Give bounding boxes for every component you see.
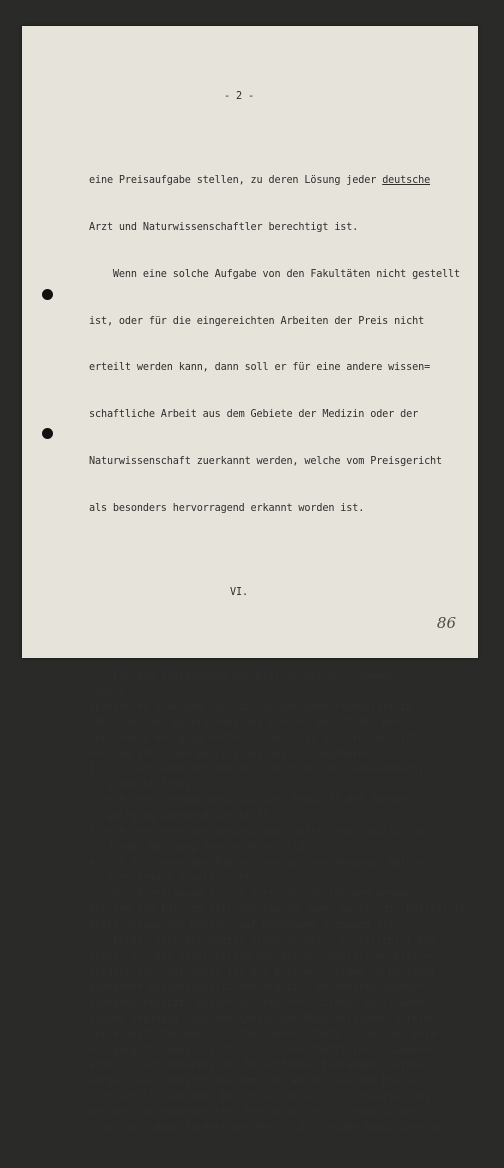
typewritten-text xyxy=(89,58,477,1168)
section-heading: VI. xyxy=(230,586,248,598)
text-line: Naturwissenschaft zuerkannt werden, welche vom Preisgericht xyxy=(89,455,443,467)
document-page xyxy=(22,26,478,1134)
text-line: Stellen von Fall zu Fall überlassen, wenn an sie die befristete xyxy=(89,904,466,916)
text-line: rufen, welcher hinsichtlich der Art der gestellten Preis= xyxy=(89,951,431,963)
text-line: schen Stiftung, xyxy=(89,779,197,791)
handwritten-page-mark: 86 xyxy=(436,614,456,632)
text-line: Wenn eine solche Aufgabe von den Fakultäten nicht gestellt xyxy=(89,268,460,280)
text-line: der bei ihm eingereichten Preisarbeiten . Liegen solche xyxy=(89,1107,419,1119)
underlined-word: deutsche xyxy=(382,175,431,187)
text-line: Die Bezeichnung dieser Vertreter bleibt den genannten xyxy=(89,888,431,900)
text-line: als besonders hervorragend erkannt worden ist. xyxy=(89,502,365,514)
text-line: Für die Zuerkennung des Preises gelten folgende xyxy=(89,670,395,682)
text-line: arbeit- nach Anhörung der betreffenden Führungen- berufen xyxy=(89,1060,431,1072)
text-line: eine Preisaufgabe stellen, zu deren Lösung jeder deutsche xyxy=(89,175,431,187)
text-line: einigung für medizinisch-naturwissenschaftliche Zusammen= xyxy=(89,1044,431,1056)
text-line: erteilt werden kann, dann soll er für eine andere wissen= xyxy=(89,362,431,374)
text-line: Spätestens 2 Wochen vor Schluss des Sommersemesters im xyxy=(89,701,413,713)
text-line: Wolfgang Goethe-Universität, xyxy=(89,810,275,822)
text-line: 2. ein Vertröterder medizinischen Fakultät der Johann xyxy=(89,795,407,807)
text-line: der Johann Wolfgang Goethe-Univeristät das Preisgericht, xyxy=(89,732,425,744)
punch-hole xyxy=(42,428,53,439)
text-line: richterkollegium zwei Berichterstatter zur Vorbeurteilung xyxy=(89,1091,431,1103)
text-line: welchem unter dem Vorsitz des Rektors angehören: xyxy=(89,748,377,760)
text-line: forschenden Gesellschaft. xyxy=(89,873,257,885)
text-line: aufgabe,oder der sonst für die Preisverteilung in Betracht xyxy=(89,966,437,978)
text-block xyxy=(89,669,477,1137)
text-line: nicht vor, dann fordert der Rektor die beiden Fakultäten auf, xyxy=(89,1122,454,1134)
text-line: irgend angängig, aus dem Kreise des Physikalischen Vereins, xyxy=(89,1013,443,1025)
text-line: 3. ein Vertreter der naturwissenschaftlichen Fakultät der xyxy=(89,826,431,838)
text-line: Jahre vor der Zusprechung des Preises beruft der Rektor xyxy=(89,717,419,729)
text-line: gezogenen wissenschaftlichen Arbeiten besonderes Sachver= xyxy=(89,982,431,994)
punch-hole xyxy=(42,289,53,300)
text-line: Arzt und Naturwissenschaftler berechtigt ist. xyxy=(89,221,359,233)
text-line: Ferner soll der Rektor einen sechsten Preisrichter be= xyxy=(89,935,437,947)
text-line: schaftliche Arbeit aus dem Gebiete der Medizin oder der xyxy=(89,409,419,421)
text-line: Regeln : xyxy=(89,686,137,698)
text-line: der Frankfurter medizinischen Gesellschaft , oder der Ver= xyxy=(89,1029,437,1041)
text-line: ist, oder für die eingereichten Arbeiten der Preis nicht xyxy=(89,315,425,327)
text-line: werden. Gleichzeitig bestimmt der Rektor aus dem Preis= xyxy=(89,1076,419,1087)
text-line: 4. ein Vertreter des Führerrates der Senckenberg. Natur= xyxy=(89,857,425,869)
page-number: - 2 - xyxy=(224,91,254,103)
text-line: ständnis besitzt. Dieser sechste Preisrichter soll, wenn xyxy=(89,998,425,1010)
text-line: Aufforderung des Rektors auf Benennung ergangen ist. xyxy=(89,920,401,932)
text-line: 1. ein Vertreter der Administration der Dr. Senckenbergi= xyxy=(89,764,431,776)
text-line: Johann Wolfgang Goethe-Universität. xyxy=(89,842,317,854)
